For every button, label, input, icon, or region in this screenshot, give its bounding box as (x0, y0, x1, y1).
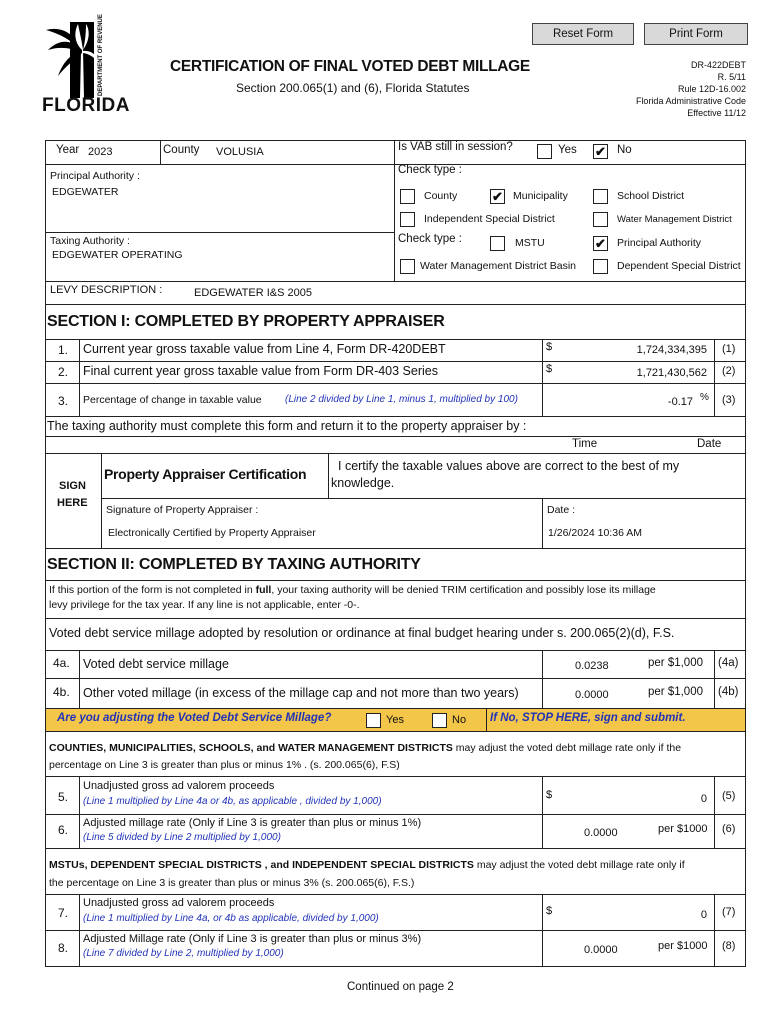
principal-authority-option-label: Principal Authority (617, 237, 702, 249)
section-1-title: SECTION I: COMPLETED BY PROPERTY APPRAISER (47, 313, 445, 330)
time-label: Time (572, 438, 598, 450)
line-8-note: (Line 7 divided by Line 2, multiplied by 1,000) (83, 948, 284, 959)
line-3-label: Percentage of change in taxable value (83, 394, 262, 406)
line-8-label: Adjusted Millage rate (Only if Line 3 is greater than plus or minus 3%) (83, 933, 422, 945)
cert-title: Property Appraiser Certification (104, 466, 307, 482)
municipality-checkbox[interactable]: ✔ (490, 189, 505, 204)
county-label: County (163, 144, 200, 156)
principal-authority-checkbox[interactable]: ✔ (593, 236, 608, 251)
line-6-ref: (6) (722, 823, 736, 835)
adjust-yes-checkbox[interactable] (366, 713, 381, 728)
rule (45, 966, 746, 967)
vab-yes-label: Yes (558, 144, 577, 156)
line-7-num: 7. (58, 906, 69, 920)
line-6-per: per $1000 (658, 823, 708, 835)
adjust-yes-label: Yes (386, 714, 404, 726)
form-code: Florida Administrative Code (635, 96, 746, 106)
line-1-num: 1. (58, 343, 69, 357)
vab-yes-checkbox[interactable] (537, 144, 552, 159)
line-5-value[interactable]: 0 (700, 793, 707, 805)
adjust-stop-text: If No, STOP HERE, sign and submit. (490, 712, 686, 724)
form-meta (636, 59, 746, 119)
rule (45, 140, 46, 966)
dept-of-revenue-text: DEPARTMENT OF REVENUE (98, 14, 104, 96)
line-4a-per: per $1,000 (648, 657, 703, 669)
continued-text: Continued on page 2 (347, 981, 454, 993)
mstu-checkbox[interactable] (490, 236, 505, 251)
line-7-note: (Line 1 multiplied by Line 4a, or 4b as applicable, divided by 1,000) (83, 913, 379, 924)
wmd-basin-option-label: Water Management District Basin (420, 260, 576, 272)
line-3-num: 3. (58, 394, 69, 408)
signature-date-field[interactable]: 1/26/2024 10:36 AM (548, 527, 642, 539)
line-1-value[interactable]: 1,724,334,395 (636, 344, 707, 356)
county-checkbox[interactable] (400, 189, 415, 204)
signature-date-label: Date : (547, 504, 576, 516)
date-label: Date (697, 438, 722, 450)
line-2-dollar: $ (546, 363, 553, 375)
line-4b-num: 4b. (53, 685, 70, 699)
form-rule: Rule 12D-16.002 (677, 84, 746, 94)
line-3-ref: (3) (722, 394, 736, 406)
signature-field[interactable]: Electronically Certified by Property Appraiser (108, 527, 316, 539)
rule (745, 140, 746, 966)
line-5-dollar: $ (546, 789, 553, 801)
dsd-option-label: Dependent Special District (617, 260, 741, 272)
line-4a-label: Voted debt service millage (83, 657, 229, 671)
florida-dor-logo (40, 14, 130, 120)
line-2-num: 2. (58, 365, 69, 379)
line-1-label: Current year gross taxable value from Line 4, Form DR-420DEBT (83, 342, 446, 356)
dsd-checkbox[interactable] (593, 259, 608, 274)
line-4a-ref: (4a) (718, 657, 739, 669)
sign-label: SIGN (59, 480, 86, 492)
form-effective: Effective 11/12 (687, 108, 746, 118)
print-form-button[interactable]: Print Form (644, 23, 748, 45)
line-4b-value[interactable]: 0.0000 (575, 689, 609, 701)
municipality-option-label: Municipality (513, 190, 568, 202)
palm-tree-icon (40, 20, 120, 100)
here-label: HERE (57, 497, 88, 509)
line-6-num: 6. (58, 823, 69, 837)
school-district-checkbox[interactable] (593, 189, 608, 204)
florida-text: FLORIDA (42, 95, 130, 116)
levy-description-field[interactable]: EDGEWATER I&S 2005 (194, 287, 312, 299)
line-2-label: Final current year gross taxable value from Form DR-403 Series (83, 364, 438, 378)
levy-description-label: LEVY DESCRIPTION : (50, 284, 163, 296)
line-2-ref: (2) (722, 365, 736, 377)
line-8-value[interactable]: 0.0000 (584, 944, 618, 956)
line-5-label: Unadjusted gross ad valorem proceeds (83, 780, 275, 792)
voted-text: Voted debt service millage adopted by resolution or ordinance at final budget hearing under s. 200.065(2)(d), F.S. (49, 626, 675, 640)
vab-no-checkbox[interactable]: ✔ (593, 144, 608, 159)
mstu-text: MSTUs, DEPENDENT SPECIAL DISTRICTS , and INDEPENDENT SPECIAL DISTRICTS may adjust the voted debt millage rate only if the percentage on Line 3 is greater than plus or minus 3% (s. 200.065(6), F.S.) (49, 859, 685, 889)
taxing-authority-label: Taxing Authority : (50, 235, 130, 247)
isd-option-label: Independent Special District (424, 213, 555, 225)
isd-checkbox[interactable] (400, 212, 415, 227)
wmd-option-label: Water Management District (617, 214, 732, 225)
line-7-dollar: $ (546, 905, 553, 917)
line-4b-ref: (4b) (718, 686, 739, 698)
line-5-ref: (5) (722, 790, 736, 802)
wmd-checkbox[interactable] (593, 212, 608, 227)
taxing-authority-field[interactable]: EDGEWATER OPERATING (52, 249, 183, 261)
cert-text-1: I certify the taxable values above are correct to the best of my (338, 459, 680, 473)
line-7-value[interactable]: 0 (700, 909, 707, 921)
vab-no-label: No (617, 144, 632, 156)
wmd-basin-checkbox[interactable] (400, 259, 415, 274)
line-8-ref: (8) (722, 940, 736, 952)
form-id: DR-422DEBT (690, 60, 746, 70)
line-4b-per: per $1,000 (648, 686, 703, 698)
year-field[interactable]: 2023 (88, 146, 113, 158)
line-3-note: (Line 2 divided by Line 1, minus 1, multiplied by 100) (285, 394, 518, 405)
form-subtitle: Section 200.065(1) and (6), Florida Statutes (236, 81, 470, 95)
line-4b-label: Other voted millage (in excess of the millage cap and not more than two years) (83, 686, 519, 700)
line-5-num: 5. (58, 790, 69, 804)
school-district-option-label: School District (617, 190, 685, 202)
cert-text-2: knowledge. (331, 476, 395, 490)
principal-authority-label: Principal Authority : (50, 170, 140, 182)
county-field[interactable]: VOLUSIA (216, 146, 264, 158)
line-7-ref: (7) (722, 906, 736, 918)
line-7-label: Unadjusted gross ad valorem proceeds (83, 897, 275, 909)
check-type-label: Check type : (398, 164, 462, 176)
principal-authority-field[interactable]: EDGEWATER (52, 186, 119, 198)
county-option-label: County (424, 190, 458, 202)
counties-text: COUNTIES, MUNICIPALITIES, SCHOOLS, and WATER MANAGEMENT DISTRICTS may adjust the voted debt millage rate only if the percentage on Line 3 is greater than plus or minus 1% . (s. 200.065(6), F.S) (49, 742, 682, 771)
adjust-question: Are you adjusting the Voted Debt Service Millage? (57, 712, 332, 724)
year-label: Year (56, 144, 80, 156)
reset-form-button[interactable]: Reset Form (532, 23, 634, 45)
mstu-option-label: MSTU (515, 237, 545, 249)
line-6-note: (Line 5 divided by Line 2 multiplied by 1,000) (83, 832, 281, 843)
line-6-label: Adjusted millage rate (Only if Line 3 is greater than plus or minus 1%) (83, 817, 422, 829)
line-8-num: 8. (58, 941, 69, 955)
signature-label: Signature of Property Appraiser : (106, 504, 259, 516)
line-5-note: (Line 1 multiplied by Line 4a or 4b, as applicable , divided by 1,000) (83, 796, 382, 807)
form-title: CERTIFICATION OF FINAL VOTED DEBT MILLAGE (170, 58, 530, 75)
line-4a-num: 4a. (53, 656, 70, 670)
warning-text: If this portion of the form is not completed in full, your taxing authority will be denied TRIM certification and possibly lose its millage levy privilege for the tax year. If any line is not applicable, enter -0-. (49, 584, 656, 611)
form-revision: R. 5/11 (717, 72, 746, 82)
line-6-value[interactable]: 0.0000 (584, 827, 618, 839)
check-type-label-2: Check type : (398, 233, 462, 245)
line-3-pct: % (700, 392, 709, 403)
line-1-ref: (1) (722, 343, 736, 355)
line-3-value[interactable]: -0.17 (667, 396, 693, 408)
line-1-dollar: $ (546, 341, 553, 353)
section-2-title: SECTION II: COMPLETED BY TAXING AUTHORITY (47, 556, 421, 573)
line-8-per: per $1000 (658, 940, 708, 952)
adjust-no-checkbox[interactable] (432, 713, 447, 728)
return-instruction: The taxing authority must complete this form and return it to the property appraiser by : (47, 419, 527, 433)
line-4a-value[interactable]: 0.0238 (575, 660, 609, 672)
adjust-no-label: No (452, 714, 467, 726)
rule (45, 140, 746, 141)
line-2-value[interactable]: 1,721,430,562 (636, 367, 707, 379)
vab-label: Is VAB still in session? (398, 141, 513, 153)
